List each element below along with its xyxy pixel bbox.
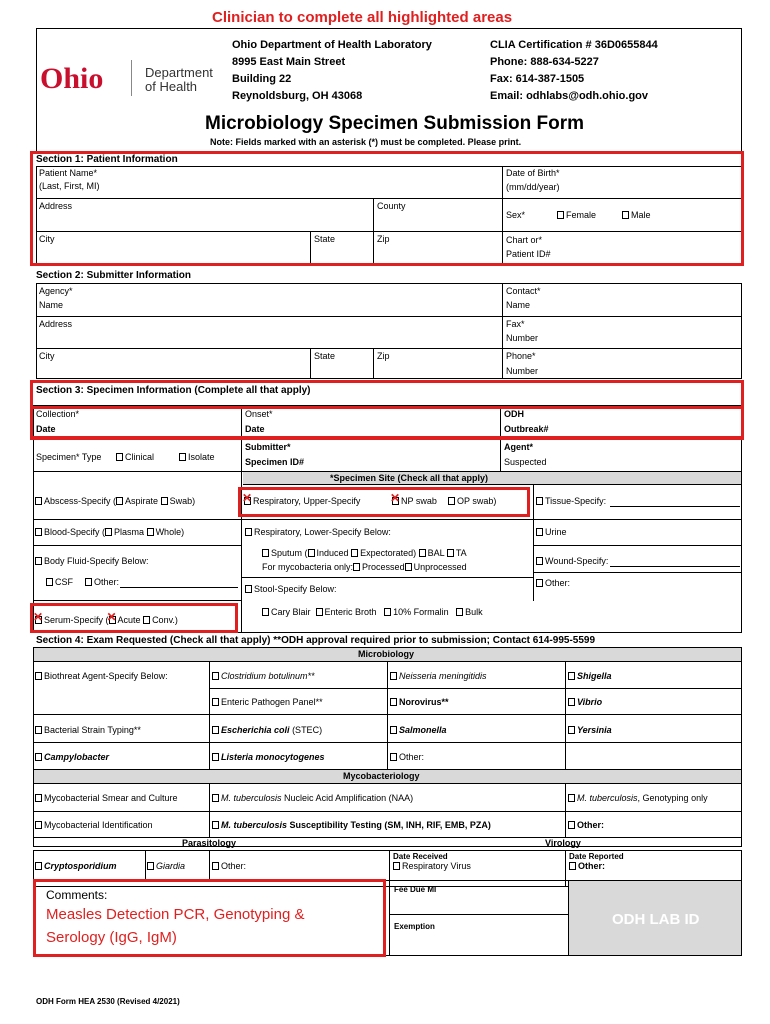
s3-mid-line-1: [241, 519, 742, 520]
neisseria-checkbox[interactable]: [390, 672, 397, 680]
micro-other-label: Other:: [399, 752, 425, 762]
ident-checkbox[interactable]: [35, 821, 42, 829]
phone-sub: Number: [506, 366, 539, 376]
section4-header: Section 4: Exam Requested (Check all that apply) **ODH approval required prior to submission; Contact 614-995-5599: [36, 635, 596, 646]
myco-other-option[interactable]: [568, 820, 604, 831]
shigella-checkbox[interactable]: [568, 672, 575, 680]
enteric-broth-label: Enteric Broth: [324, 607, 377, 617]
logo-dept-line2: of Health: [145, 79, 198, 94]
campylobacter-label: Campylobacter: [44, 752, 110, 762]
giardia-label: Giardia: [156, 861, 186, 871]
bal-label: BAL: [427, 548, 445, 558]
abscess-option[interactable]: [35, 496, 195, 507]
formalin-checkbox[interactable]: [384, 608, 391, 616]
s3-row-line-3: [243, 484, 742, 485]
bacterial-label: Bacterial Strain Typing**: [44, 725, 141, 735]
highlight-serum: [30, 603, 238, 633]
s4-row-1: [209, 688, 742, 689]
para-other-checkbox[interactable]: [212, 862, 219, 870]
cary-blair-checkbox[interactable]: [262, 608, 269, 616]
wound-blank: [610, 566, 740, 567]
unprocessed-label: Unprocessed: [413, 562, 467, 572]
lab-contact-3: Fax: 614-387-1505: [490, 73, 585, 85]
bacterial-checkbox[interactable]: [35, 726, 42, 734]
s3-mid-line-2: [241, 577, 533, 578]
submitter-city-label: City: [39, 351, 55, 361]
expectorated-label: Expectorated): [360, 548, 417, 558]
submitter-id-label: Submitter*: [245, 442, 291, 452]
salmonella-option[interactable]: [390, 725, 447, 736]
norovirus-option[interactable]: [390, 697, 449, 708]
swab-checkbox[interactable]: [161, 497, 168, 505]
ta-checkbox[interactable]: [447, 549, 454, 557]
expectorated-checkbox[interactable]: [351, 549, 358, 557]
dob-label: Date of Birth*: [506, 168, 560, 178]
bacterial-option[interactable]: [35, 725, 141, 736]
stool-checkbox[interactable]: [245, 585, 252, 593]
urine-option[interactable]: [536, 527, 567, 538]
odh-lab-id: ODH LAB ID: [612, 911, 700, 928]
comments-label: Comments:: [46, 888, 108, 902]
s4-col-3: [565, 661, 566, 769]
agency-sub: Name: [39, 300, 64, 310]
mtb-geno-italic: M. tuberculosis: [577, 793, 638, 803]
op-swab-label: OP swab): [457, 496, 497, 506]
collection-label: Collection*: [36, 409, 80, 419]
mtb-naa-checkbox[interactable]: [212, 794, 219, 802]
blood-label: Blood-Specify (: [44, 527, 106, 537]
patient-zip-label: Zip: [377, 234, 390, 244]
section2-table: [36, 283, 742, 379]
s2-row-line-1: [36, 316, 742, 317]
smear-label: Mycobacterial Smear and Culture: [44, 793, 178, 803]
clostridium-checkbox[interactable]: [212, 672, 219, 680]
s4-row-3: [33, 742, 742, 743]
blood-option[interactable]: [35, 527, 184, 538]
stool-option[interactable]: [245, 584, 337, 595]
county-label: County: [377, 201, 406, 211]
isolate-option[interactable]: [179, 452, 215, 463]
swab-label: Swab): [169, 496, 196, 506]
female-label: Female: [566, 210, 597, 220]
enteric-broth-checkbox[interactable]: [316, 608, 323, 616]
resp-lower-label: Respiratory, Lower-Specify Below:: [254, 527, 391, 537]
resp-upper-label: Respiratory, Upper-Specify: [253, 496, 361, 506]
mtb-geno-label: , Genotyping only: [637, 793, 708, 803]
patient-name-sub: (Last, First, MI): [39, 181, 100, 191]
abscess-checkbox[interactable]: [35, 497, 42, 505]
isolate-label: Isolate: [188, 452, 215, 462]
clinical-label: Clinical: [125, 452, 155, 462]
male-label: Male: [631, 210, 651, 220]
s4-col-1: [209, 661, 210, 769]
vibrio-checkbox[interactable]: [568, 698, 575, 706]
para-other-option[interactable]: [212, 861, 246, 872]
enteric-panel-option[interactable]: [212, 697, 323, 708]
agent-label: Agent*: [504, 442, 533, 452]
submitter-id-sub: Specimen ID#: [245, 457, 305, 467]
isolate-checkbox[interactable]: [179, 453, 186, 461]
clostridium-label: Clostridium botulinum**: [221, 671, 315, 681]
lab-address-3: Building 22: [232, 73, 292, 85]
s4-line-myco: [33, 783, 742, 784]
body-fluid-checkbox[interactable]: [35, 557, 42, 565]
mtb-sus-italic: M. tuberculosis: [221, 820, 288, 830]
sex-label: Sex*: [506, 210, 526, 220]
site-other-label: Other:: [545, 578, 571, 588]
viro-other-option[interactable]: [569, 861, 605, 872]
salmonella-label: Salmonella: [399, 725, 447, 735]
odh-label: ODH: [504, 409, 524, 419]
resp-virus-option[interactable]: [393, 861, 471, 872]
fax-sub: Number: [506, 333, 539, 343]
bulk-label: Bulk: [465, 607, 483, 617]
para-col-2: [209, 850, 210, 880]
date-received-label: Date Received: [393, 852, 448, 861]
phone-label: Phone*: [506, 351, 536, 361]
ta-label: TA: [455, 548, 467, 558]
crypto-label: Cryptosporidium: [44, 861, 117, 871]
s2-divider-contact: [502, 283, 503, 379]
body-fluid-label: Body Fluid-Specify Below:: [44, 556, 149, 566]
cary-blair-label: Cary Blair: [271, 607, 311, 617]
s4-myco-col-1: [209, 783, 210, 837]
induced-label: Induced: [316, 548, 349, 558]
mtb-geno-option[interactable]: [568, 793, 708, 804]
shigella-label: Shigella: [577, 671, 612, 681]
aspirate-checkbox[interactable]: [116, 497, 123, 505]
resp-lower-checkbox[interactable]: [245, 528, 252, 536]
submitter-state-label: State: [314, 351, 336, 361]
s3-divider-3: [533, 484, 534, 601]
patient-id-label: Patient ID#: [506, 249, 551, 259]
s2-divider-zip: [373, 348, 374, 379]
date-reported-label: Date Reported: [569, 852, 624, 861]
submitter-address-label: Address: [39, 319, 73, 329]
patient-city-label: City: [39, 234, 55, 244]
lower-col-1: [389, 880, 390, 956]
mtb-sus-option[interactable]: [212, 820, 491, 831]
patient-state-label: State: [314, 234, 336, 244]
ident-option[interactable]: [35, 820, 153, 831]
para-other-label: Other:: [221, 861, 247, 871]
section3-header: Section 3: Specimen Information (Complete all that apply): [36, 385, 311, 396]
comments-text-1[interactable]: Measles Detection PCR, Genotyping &: [46, 906, 305, 923]
myco-other-checkbox[interactable]: [568, 821, 575, 829]
processed-checkbox[interactable]: [353, 563, 360, 571]
contact-label: Contact*: [506, 286, 541, 296]
fluid-other-checkbox[interactable]: [85, 578, 92, 586]
fee-divider: [389, 914, 568, 915]
campylobacter-option[interactable]: [35, 752, 109, 763]
biothreat-label: Biothreat Agent-Specify Below:: [44, 671, 168, 681]
note: Note: Fields marked with an asterisk (*) must be completed. Please print.: [210, 137, 522, 147]
np-swab-label: NP swab: [401, 496, 437, 506]
csf-option[interactable]: [46, 577, 73, 588]
conv-label: Conv.): [152, 615, 178, 625]
whole-checkbox[interactable]: [147, 528, 154, 536]
s4-row-2: [33, 714, 742, 715]
fee-due-label: Fee Due MI: [394, 885, 437, 894]
serum-label: Serum-Specify (: [44, 615, 109, 625]
listeria-label: Listeria monocytogenes: [221, 752, 325, 762]
yersinia-label: Yersinia: [577, 725, 612, 735]
clinical-checkbox[interactable]: [116, 453, 123, 461]
patient-name-label: Patient Name*: [39, 168, 98, 178]
lab-address-1: Ohio Department of Health Laboratory: [232, 39, 432, 51]
comments-text-2[interactable]: Serology (IgG, IgM): [46, 929, 177, 946]
csf-label: CSF: [55, 577, 73, 587]
resp-virus-checkbox[interactable]: [393, 862, 400, 870]
sputum-label: Sputum (: [271, 548, 308, 558]
myco-other-label: Other:: [577, 820, 604, 830]
section2-header: Section 2: Submitter Information: [36, 270, 192, 281]
clinical-option[interactable]: [116, 452, 154, 463]
specimen-site-header: *Specimen Site (Check all that apply): [330, 473, 489, 483]
stec-label: (STEC): [292, 725, 323, 735]
mtb-sus-checkbox[interactable]: [212, 821, 219, 829]
yersinia-checkbox[interactable]: [568, 726, 575, 734]
acute-label: Acute: [117, 615, 141, 625]
vibrio-option[interactable]: [568, 697, 602, 708]
logo-dept-line1: Department: [145, 65, 213, 80]
urine-label: Urine: [545, 527, 567, 537]
exemption-label: Exemption: [394, 922, 435, 931]
banner: Clinician to complete all highlighted areas: [212, 9, 513, 26]
smear-option[interactable]: [35, 793, 178, 804]
plasma-checkbox[interactable]: [105, 528, 112, 536]
wound-label: Wound-Specify:: [545, 556, 609, 566]
bal-checkbox[interactable]: [419, 549, 426, 557]
enteric-panel-label: Enteric Pathogen Panel**: [221, 697, 323, 707]
form-title: Microbiology Specimen Submission Form: [205, 113, 584, 134]
s2-row-line-2: [36, 348, 742, 349]
specimen-type-label: Specimen* Type: [36, 452, 102, 462]
viro-other-label: Other:: [578, 861, 605, 871]
whole-label: Whole): [155, 527, 185, 537]
wound-option[interactable]: [536, 556, 608, 567]
lab-contact-2: Phone: 888-634-5227: [490, 56, 599, 68]
lab-address-2: 8995 East Main Street: [232, 56, 346, 68]
fax-label: Fax*: [506, 319, 525, 329]
induced-checkbox[interactable]: [308, 549, 315, 557]
collection-sub: Date: [36, 424, 56, 434]
lab-contact-4: Email: odhlabs@odh.ohio.gov: [490, 90, 649, 102]
s3-left-line-3: [33, 600, 241, 601]
lab-address-4: Reynoldsburg, OH 43068: [232, 90, 363, 102]
s4-myco-col-2: [565, 783, 566, 837]
sputum-option[interactable]: [262, 548, 467, 559]
resp-virus-label: Respiratory Virus: [402, 861, 471, 871]
fluid-other-label: Other:: [94, 577, 120, 587]
tissue-option[interactable]: [536, 496, 606, 507]
site-other-option[interactable]: [536, 578, 570, 589]
micro-header: Microbiology: [358, 649, 414, 659]
patient-address-label: Address: [39, 201, 73, 211]
s3-right-line-2: [533, 572, 742, 573]
agent-sub: Suspected: [504, 457, 547, 467]
s3-left-line-2: [33, 545, 241, 546]
micro-other-checkbox[interactable]: [390, 753, 397, 761]
dob-sub: (mm/dd/year): [506, 182, 560, 192]
myco-only-label: For mycobacteria only:: [262, 562, 354, 572]
highlight-resp-upper: [238, 487, 530, 517]
processed-label: Processed: [362, 562, 405, 572]
salmonella-checkbox[interactable]: [390, 726, 397, 734]
para-header: Parasitology: [182, 838, 237, 848]
mtb-naa-label: Nucleic Acid Amplification (NAA): [284, 793, 414, 803]
listeria-checkbox[interactable]: [212, 753, 219, 761]
mtb-geno-checkbox[interactable]: [568, 794, 575, 802]
ecoli-option[interactable]: [212, 725, 322, 736]
submitter-zip-label: Zip: [377, 351, 390, 361]
unprocessed-checkbox[interactable]: [405, 563, 412, 571]
form-footer: ODH Form HEA 2530 (Revised 4/2021): [36, 997, 180, 1006]
smear-checkbox[interactable]: [35, 794, 42, 802]
body-fluid-option[interactable]: [35, 556, 149, 567]
viro-header: Virology: [545, 838, 581, 848]
ohio-logo: [40, 62, 103, 96]
crypto-option[interactable]: [35, 861, 117, 872]
s4-col-2: [387, 661, 388, 769]
site-header-shade: [243, 472, 741, 484]
chart-label: Chart or*: [506, 235, 543, 245]
shigella-option[interactable]: [568, 671, 612, 682]
neisseria-label: Neisseria meningitidis: [399, 671, 487, 681]
viro-other-checkbox[interactable]: [569, 862, 576, 870]
biothreat-checkbox[interactable]: [35, 672, 42, 680]
norovirus-label: Norovirus**: [399, 697, 449, 707]
tissue-checkbox[interactable]: [536, 497, 543, 505]
ident-label: Mycobacterial Identification: [44, 820, 153, 830]
ecoli-checkbox[interactable]: [212, 726, 219, 734]
campylobacter-checkbox[interactable]: [35, 753, 42, 761]
neisseria-option[interactable]: [390, 671, 487, 682]
urine-checkbox[interactable]: [536, 528, 543, 536]
logo-divider: [131, 60, 132, 96]
mtb-naa-option[interactable]: [212, 793, 413, 804]
resp-lower-option[interactable]: [245, 527, 391, 538]
myco-header: Mycobacteriology: [343, 771, 420, 781]
agency-label: Agency*: [39, 286, 73, 296]
csf-checkbox[interactable]: [46, 578, 53, 586]
tissue-blank: [610, 506, 740, 507]
fluid-other-blank: [120, 587, 238, 588]
aspirate-label: Aspirate: [125, 496, 159, 506]
site-other-checkbox[interactable]: [536, 579, 543, 587]
mtb-naa-italic: M. tuberculosis: [221, 793, 282, 803]
yersinia-option[interactable]: [568, 725, 612, 736]
bulk-checkbox[interactable]: [456, 608, 463, 616]
s3-left-line-1: [33, 519, 241, 520]
fluid-other-option[interactable]: [85, 577, 119, 588]
s2-divider-state: [310, 348, 311, 379]
onset-label: Onset*: [245, 409, 273, 419]
mtb-sus-label: Susceptibility Testing (SM, INH, RIF, EMB, PZA): [289, 820, 491, 830]
s4-row-6: [33, 837, 742, 838]
giardia-checkbox[interactable]: [147, 862, 154, 870]
myco-only-row: [262, 562, 467, 573]
onset-sub: Date: [245, 424, 265, 434]
para-col-1: [145, 850, 146, 880]
highlight-section1: [30, 151, 744, 266]
highlight-odh-row: [30, 406, 744, 440]
blood-checkbox[interactable]: [35, 528, 42, 536]
giardia-option[interactable]: [147, 861, 185, 872]
clostridium-option[interactable]: [212, 671, 315, 682]
enteric-panel-checkbox[interactable]: [212, 698, 219, 706]
highlight-comments: [33, 879, 386, 957]
s4-row-5: [33, 811, 742, 812]
plasma-label: Plasma: [114, 527, 145, 537]
vibrio-label: Vibrio: [577, 697, 603, 707]
contact-sub: Name: [506, 300, 531, 310]
norovirus-checkbox[interactable]: [390, 698, 397, 706]
stool-types: [262, 607, 483, 618]
sputum-checkbox[interactable]: [262, 549, 269, 557]
crypto-checkbox[interactable]: [35, 862, 42, 870]
biothreat-option[interactable]: [35, 671, 168, 682]
abscess-label: Abscess-Specify (: [44, 496, 117, 506]
lab-contact-1: CLIA Certification # 36D0655844: [490, 39, 658, 51]
wound-checkbox[interactable]: [536, 557, 543, 565]
tissue-label: Tissue-Specify:: [545, 496, 607, 506]
section1-header: Section 1: Patient Information: [36, 154, 178, 165]
ecoli-label: Escherichia coli: [221, 725, 290, 735]
micro-other-option[interactable]: [390, 752, 424, 763]
listeria-option[interactable]: [212, 752, 325, 763]
odh-sub: Outbreak#: [504, 424, 549, 434]
s3-right-line-1: [533, 545, 742, 546]
ohio-logo-word: Ohio: [40, 62, 104, 95]
formalin-label: 10% Formalin: [393, 607, 449, 617]
stool-label: Stool-Specify Below:: [254, 584, 337, 594]
